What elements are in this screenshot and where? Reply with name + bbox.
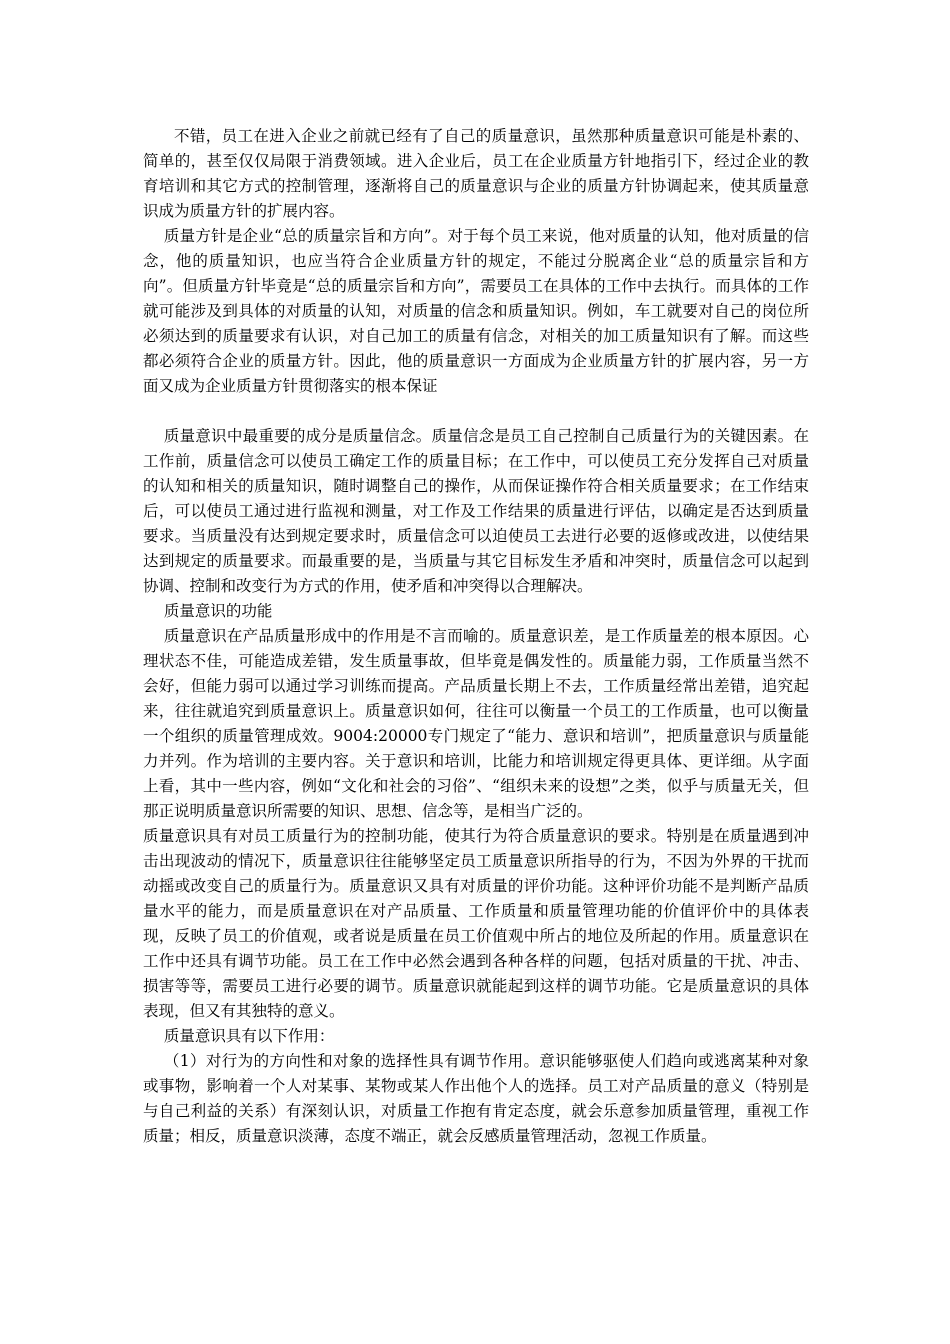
paragraph-control-function: 质量意识具有对员工质量行为的控制功能，使其行为符合质量意识的要求。特别是在质量遇到冲击出现波动的情况下，质量意识往往能够坚定员工质量意识所指导的行为，不因为外界的干扰而动摇或改变自己的质量行为。质量意识又具有对质量的评价功能。这种评价功能不是判断产品质量水平的能力，而是质量意识在对产品质量、工作质量和质量管理功能的价值评价中的具体表现，反映了员工的价值观，或者说是质量在员工价值观中所占的地位及所起的作用。质量意识在工作中还具有调节功能。员工在工作中必然会遇到各种各样的问题，包括对质量的干扰、冲击、损害等等，需要员工进行必要的调节。质量意识就能起到这样的调节功能。它是质量意识的具体表现，但又有其独特的意义。 xyxy=(143,827,809,1020)
paragraph-quality-awareness-origin: 不错，员工在进入企业之前就已经有了自己的质量意识，虽然那种质量意识可能是朴素的、简单的，甚至仅仅局限于消费领域。进入企业后，员工在企业质量方针地指引下，经过企业的教育培训和其它方式的控制管理，逐渐将自己的质量意识与企业的质量方针协调起来，使其质量意识成为质量方针的扩展内容。 xyxy=(143,127,809,220)
section-heading-functions: 质量意识的功能 xyxy=(163,602,273,620)
paragraph-quality-policy: 质量方针是企业“总的质量宗旨和方向”。对于每个员工来说，他对质量的认知，他对质量的信念，他的质量知识，也应当符合企业质量方针的规定，不能过分脱离企业“总的质量宗旨和方向”。但质量方针毕竟是“总的质量宗旨和方向”，需要员工在具体的工作中去执行。而具体的工作就可能涉及到具体的对质量的认知，对质量的信念和质量知识。例如，车工就要对自己的岗位所必须达到的质量要求有认识，对自己加工的质量有信念，对相关的加工质量知识有了解。而这些都必须符合企业的质量方针。因此，他的质量意识一方面成为企业质量方针的扩展内容，另一方面又成为企业质量方针贯彻落实的根本保证 xyxy=(143,227,809,395)
document-page xyxy=(143,124,809,1149)
paragraph-quality-belief: 质量意识中最重要的成分是质量信念。质量信念是员工自己控制自己质量行为的关键因素。在工作前，质量信念可以使员工确定工作的质量目标；在工作中，可以使员工充分发挥自己对质量的认知和相关的质量知识，随时调整自己的操作，从而保证操作符合相关质量要求；在工作结束后，可以使员工通过进行监视和测量，对工作及工作结果的质量进行评估，以确定是否达到质量要求。当质量没有达到规定要求时，质量信念可以迫使员工去进行必要的返修或改进，以使结果达到规定的质量要求。而最重要的是，当质量与其它目标发生矛盾和冲突时，质量信念可以起到协调、控制和改变行为方式的作用，使矛盾和冲突得以合理解决。 xyxy=(143,427,809,595)
section-heading-effects: 质量意识具有以下作用： xyxy=(163,1027,335,1045)
paragraph-effect-1: （1）对行为的方向性和对象的选择性具有调节作用。意识能够驱使人们趋向或逃离某种对象或事物，影响着一个人对某事、某物或某人作出他个人的选择。员工对产品质量的意义（特别是与自己利益的关系）有深刻认识，对质量工作抱有肯定态度，就会乐意参加质量管理，重视工作质量；相反，质量意识淡薄，态度不端正，就会反感质量管理活动，忽视工作质量。 xyxy=(143,1052,809,1145)
paragraph-role-in-product-quality: 质量意识在产品质量形成中的作用是不言而喻的。质量意识差，是工作质量差的根本原因。心理状态不佳，可能造成差错，发生质量事故，但毕竟是偶发性的。质量能力弱，工作质量当然不会好，但能力弱可以通过学习训练而提高。产品质量长期上不去，工作质量经常出差错，追究起来，往往就追究到质量意识上。质量意识如何，往往可以衡量一个员工的工作质量，也可以衡量一个组织的质量管理成效。9004:20000专门规定了“能力、意识和培训”，把质量意识与质量能力并列。作为培训的主要内容。关于意识和培训，比能力和培训规定得更具体、更详细。从字面上看，其中一些内容，例如“文化和社会的习俗”、“组织未来的设想”之类，似乎与质量无关，但那正说明质量意识所需要的知识、思想、信念等，是相当广泛的。 xyxy=(143,627,809,820)
paragraph-spacer xyxy=(143,399,809,424)
